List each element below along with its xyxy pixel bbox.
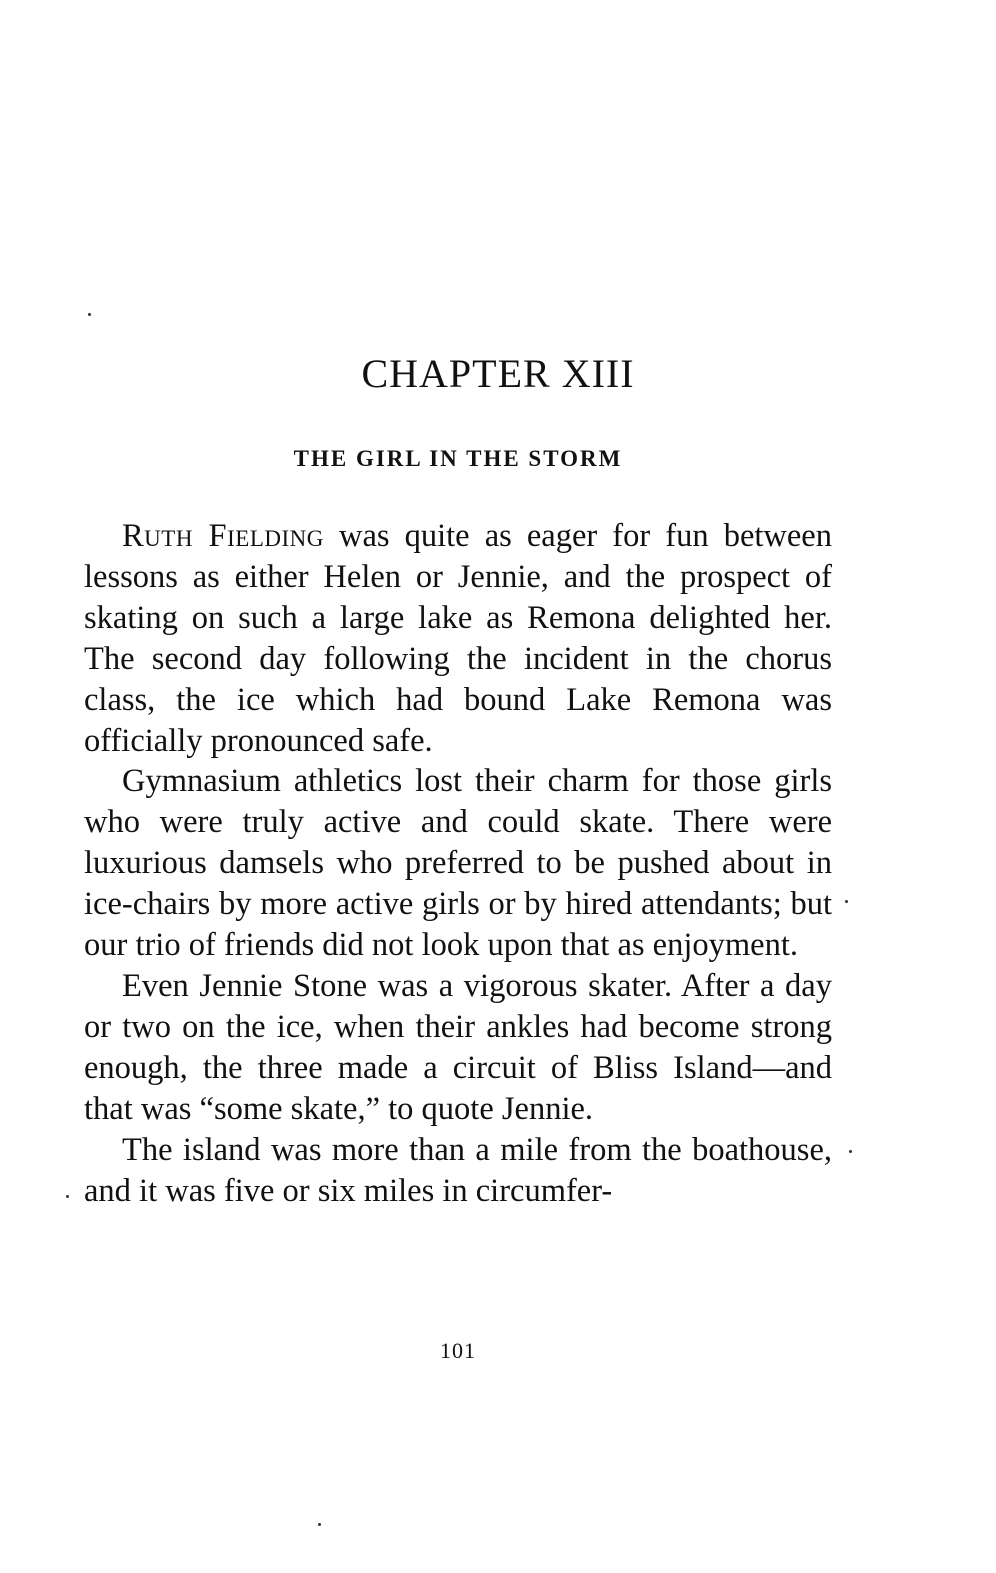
- paragraph-text: Even Jennie Stone was a vigorous skater. After a day or two on the ice, when their ankles had become strong enough, the three made a circuit of Bliss Island—and that was “some skate,” to quote Jennie.: [84, 967, 832, 1127]
- paragraph-4: [84, 1130, 832, 1212]
- scan-speck: [66, 1195, 69, 1198]
- paragraph-lead: Ruth Fielding: [122, 518, 324, 554]
- paragraph-text: Gymnasium athletics lost their charm for those girls who were truly active and could skate. There were luxurious damsels who preferred to be pushed about in ice-chairs by more active girls or by hired attendants; but our trio of friends did not look upon that as enjoyment.: [84, 763, 832, 964]
- page-number: 101: [440, 1338, 476, 1363]
- scan-speck: [845, 900, 848, 903]
- scan-speck: [88, 313, 91, 316]
- scan-speck: [318, 1523, 321, 1526]
- scan-speck: [849, 1150, 852, 1153]
- body-text: [84, 516, 832, 1211]
- paragraph-text: The island was more than a mile from the boathouse, and it was five or six miles in circumfer-: [84, 1131, 832, 1209]
- paragraph-3: [84, 966, 832, 1130]
- chapter-number: CHAPTER XIII: [361, 351, 635, 396]
- paragraph-1: [84, 516, 832, 761]
- chapter-title: THE GIRL IN THE STORM: [293, 446, 623, 471]
- paragraph-text: was quite as eager for fun between lessons as either Helen or Jennie, and the prospect of skating on such a large lake as Remona delighted her. The second day following the incident in the chorus class, the ice which had bound Lake Remona was officially pronounced safe.: [84, 518, 832, 759]
- paragraph-2: [84, 761, 832, 966]
